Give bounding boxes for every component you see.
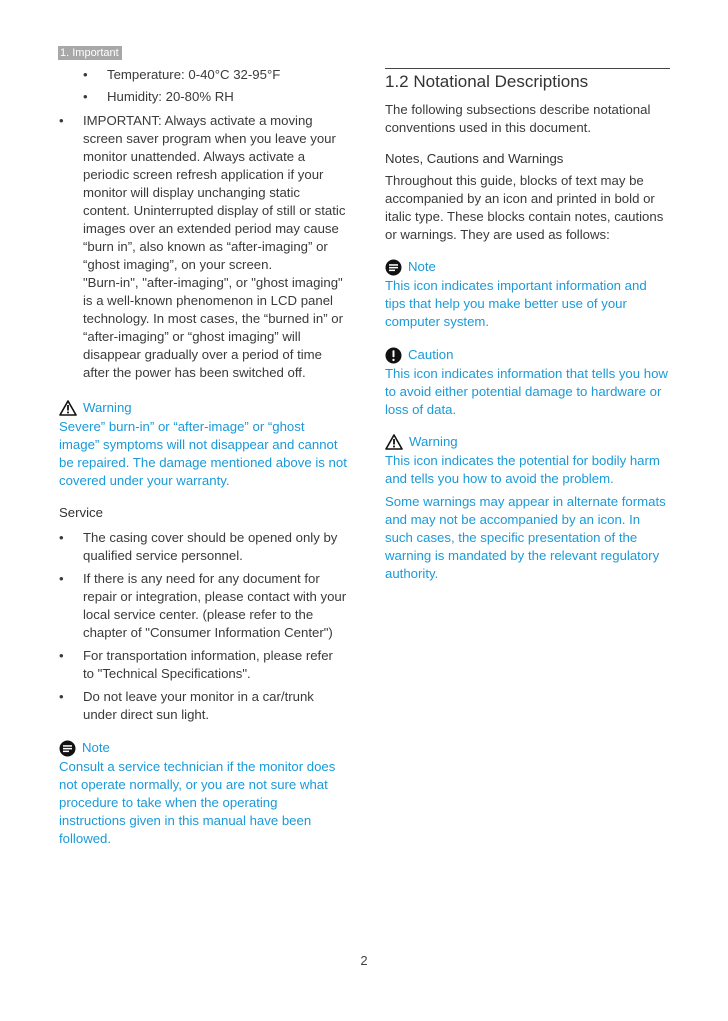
- service-bullet-text: For transportation information, please refer to "Technical Specifications".: [83, 648, 333, 681]
- note-title: Note: [408, 259, 436, 274]
- caution-icon: [385, 347, 402, 364]
- note-heading: [59, 739, 347, 757]
- right-column: [385, 68, 670, 583]
- note-heading: [385, 258, 670, 276]
- service-bullet-text: The casing cover should be opened only by qualified service personnel.: [83, 530, 338, 563]
- caution-title: Caution: [408, 347, 454, 362]
- warning-title: Warning: [409, 434, 458, 449]
- warning-text-2: Some warnings may appear in alternate formats and may not be accompanied by an icon. In such cases, the specific presentation of the warning is mandated by the relevant regulatory authority.: [385, 494, 666, 581]
- warning-text: Severe” burn-in” or “after-image” or “ghost image” symptoms will not disappear and cannot be repaired. The damage mentioned above is not covered under your warranty.: [59, 419, 347, 488]
- warning-icon: [385, 434, 403, 450]
- caution-heading: [385, 346, 670, 364]
- service-heading: Service: [59, 505, 103, 520]
- list-item: • IMPORTANT: Always activate a moving screen saver program when you leave your monitor unattended. Always activate a periodic screen refresh application if your monitor will display unchanging static content. Uninterrupted display of still or static images over an extended period may cause “burn in”, also known as “after-imaging” or “ghost imaging”, on your screen. "Burn-in", "after-imaging", or "ghost imaging" is a well-known phenomenon in LCD panel technology. In most cases, the “burned in” or “after-imaging” or “ghost imaging” will disappear gradually over a period of time after the power has been switched off.: [59, 113, 346, 380]
- left-column: [59, 66, 347, 848]
- list-item: • If there is any need for any document for repair or integration, please contact with your local service center. (please refer to the chapter of "Consumer Information Center"): [59, 571, 347, 640]
- warning-heading: [385, 433, 670, 451]
- warning-title: Warning: [83, 400, 132, 415]
- service-bullet-text: Do not leave your monitor in a car/trunk under direct sun light.: [83, 689, 314, 722]
- list-item: • Humidity: 20-80% RH: [83, 89, 234, 104]
- important-text: IMPORTANT: Always activate a moving screen saver program when you leave your monitor unattended. Always activate a periodic screen refresh application if your monitor will display unchanging static content. Uninterrupted display of still or static images over an extended period may cause “burn in”, also known as “after-imaging” or “ghost imaging”, on your screen.: [83, 113, 346, 272]
- page-number: 2: [360, 953, 368, 968]
- important-text-2: "Burn-in", "after-imaging", or "ghost imaging" is a well-known phenomenon in LCD panel technology. In most cases, the “burned in” or “after-imaging” or “ghost imaging” will disappear gradually over a period of time after the power has been switched off.: [83, 275, 343, 380]
- note-title: Note: [82, 740, 110, 755]
- caution-text: This icon indicates information that tells you how to avoid either potential damage to hardware or loss of data.: [385, 366, 668, 417]
- notes-subheading: Notes, Cautions and Warnings: [385, 151, 564, 166]
- list-item: • Do not leave your monitor in a car/trunk under direct sun light.: [59, 688, 347, 724]
- warning-text: This icon indicates the potential for bodily harm and tells you how to avoid the problem.: [385, 453, 660, 486]
- note-text: This icon indicates important information and tips that help you make better use of your computer system.: [385, 278, 647, 329]
- note-icon: [59, 740, 76, 757]
- humidity-text: Humidity: 20-80% RH: [107, 89, 234, 104]
- service-bullet-text: If there is any need for any document for repair or integration, please contact with your local service center. (please refer to the chapter of "Consumer Information Center"): [83, 571, 347, 640]
- warning-heading: [59, 399, 347, 417]
- intro-text: The following subsections describe notational conventions used in this document.: [385, 102, 651, 135]
- temperature-text: Temperature: 0-40°C 32-95°F: [107, 67, 281, 82]
- note-icon: [385, 259, 402, 276]
- list-item: • The casing cover should be opened only by qualified service personnel.: [59, 529, 347, 565]
- warning-icon: [59, 400, 77, 416]
- list-item: • Temperature: 0-40°C 32-95°F: [83, 67, 281, 82]
- note-text: Consult a service technician if the monitor does not operate normally, or you are not sure what procedure to take when the operating instructions given in this manual have been followed.: [59, 759, 336, 846]
- list-item: • For transportation information, please refer to "Technical Specifications".: [59, 647, 347, 683]
- section-tag: 1. Important: [58, 46, 122, 60]
- section-title: 1.2 Notational Descriptions: [385, 72, 589, 91]
- description-text: Throughout this guide, blocks of text may be accompanied by an icon and printed in bold or italic type. These blocks contain notes, cautions or warnings. They are used as follows:: [385, 173, 664, 242]
